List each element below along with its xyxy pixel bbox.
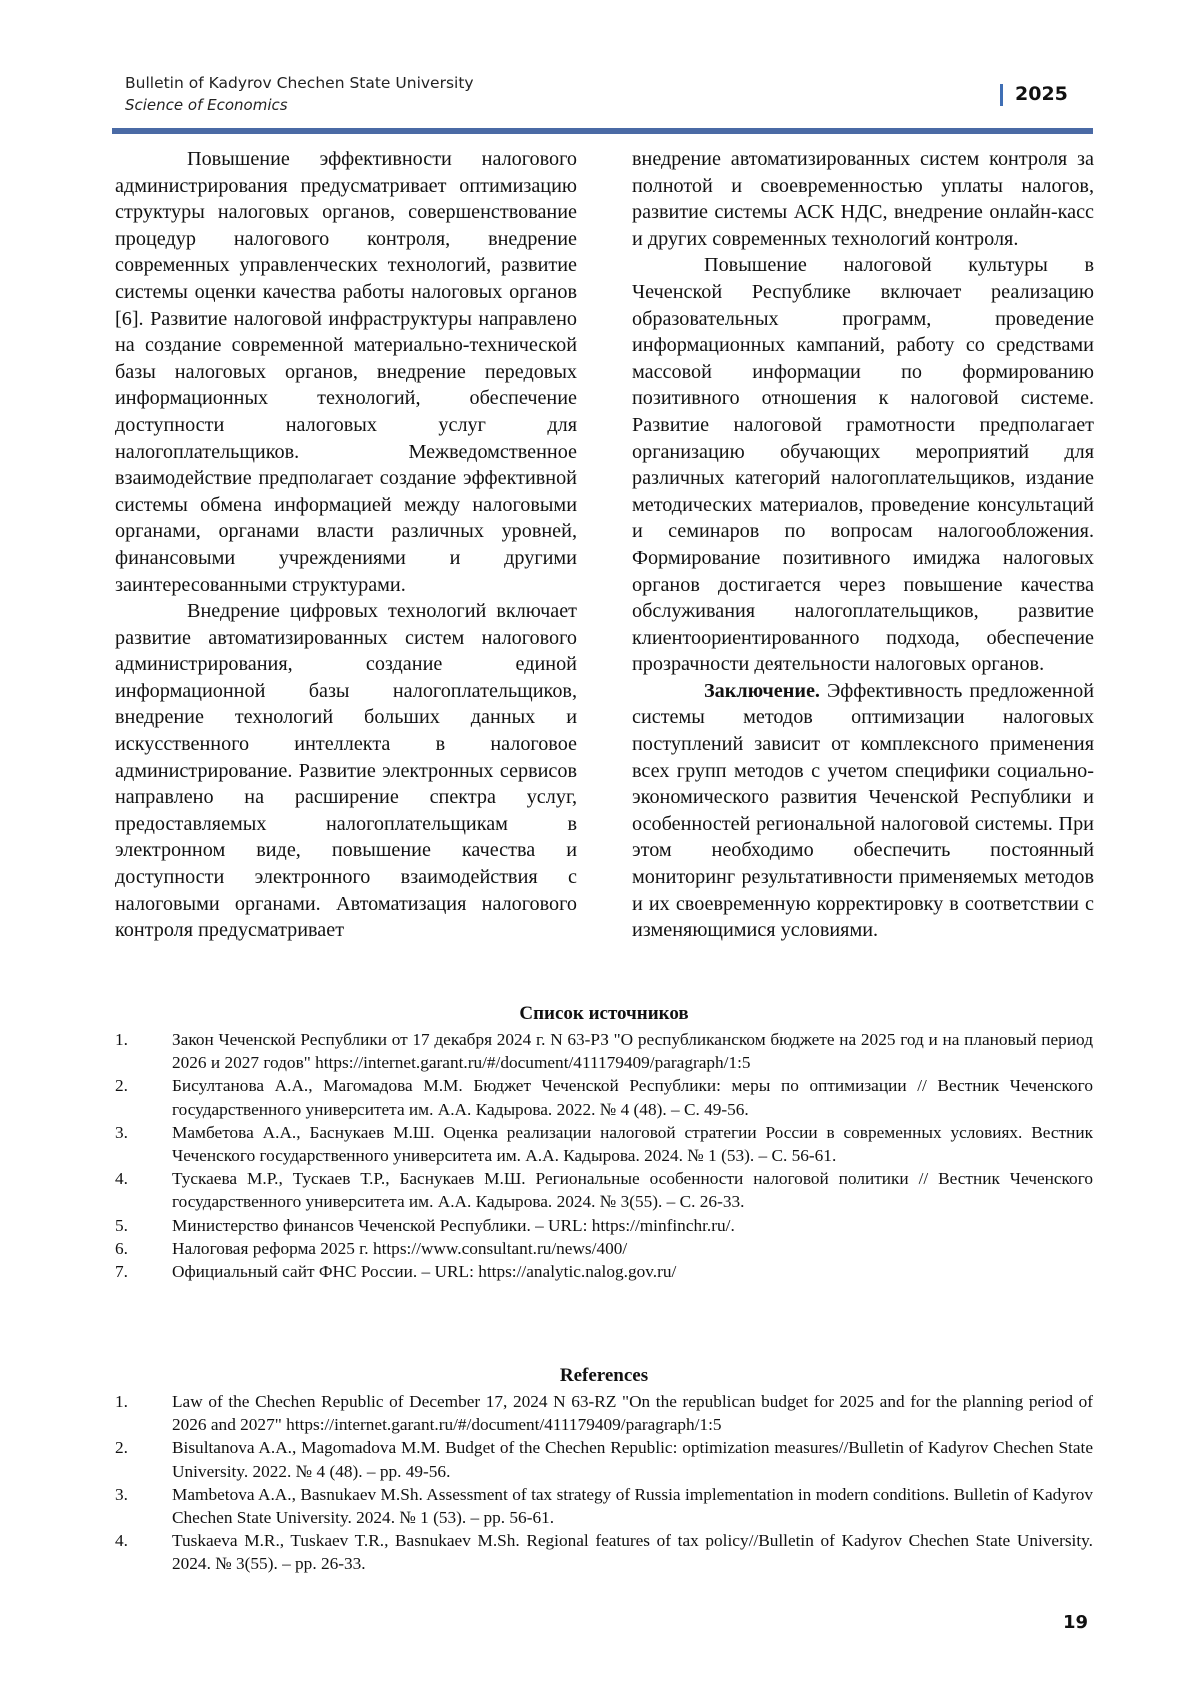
reference-item bbox=[115, 1390, 1093, 1436]
reference-item bbox=[115, 1483, 1093, 1529]
source-item bbox=[115, 1074, 1093, 1120]
reference-text: Mambetova A.A., Basnukaev M.Sh. Assessment of tax strategy of Russia implementation in modern conditions. Bulletin of Kadyrov Chechen State University. 2024. № 1 (53). – pp. 56-61. bbox=[172, 1484, 1093, 1528]
source-text: Мамбетова А.А., Баснукаев М.Ш. Оценка реализации налоговой стратегии России в современных условиях. Вестник Чеченского государственного университета им. А.А. Кадырова. 2024. № 1 (53). – С. 56-61. bbox=[172, 1122, 1093, 1166]
paragraph-continuation: внедрение автоматизированных систем контроля за полнотой и своевременностью уплаты налогов, развитие системы АСК НДС, внедрение онлайн-касс и других современных технологий контроля. bbox=[632, 148, 1094, 250]
conclusion-label: Заключение. bbox=[704, 679, 820, 702]
source-item bbox=[115, 1167, 1093, 1213]
source-text: Закон Чеченской Республики от 17 декабря 2024 г. N 63-РЗ "О республиканском бюджете на 2025 год и на плановый период 2026 и 2027 годов" https://internet.garant.ru/#/document/411179409/paragraph/1:5 bbox=[172, 1030, 1093, 1073]
source-text: Тускаева М.Р., Тускаев Т.Р., Баснукаев М.Ш. Региональные особенности налоговой политики // Вестник Чеченского государственного университета им. А.А. Кадырова. 2024. № 3(55). – С. 26-33. bbox=[172, 1169, 1093, 1212]
source-text: Министерство финансов Чеченской Республики. – URL: https://minfinchr.ru/. bbox=[172, 1215, 735, 1235]
reference-item bbox=[115, 1436, 1093, 1482]
paragraph: Повышение налоговой культуры в Чеченской Республике включает реализацию образовательных программ, проведение информационных кампаний, работу со средствами массовой информации по формированию позитивного отношения к налоговой системе. Развитие налоговой грамотности предполагает организацию обучающих мероприятий для различных категорий налогоплательщиков, издание методических материалов, проведение консультаций и семинаров по вопросам налогообложения. Формирование позитивного имиджа налоговых органов достигается через повышение качества обслуживания налогоплательщиков, развитие клиентоориентированного подхода, обеспечение прозрачности деятельности налоговых органов. bbox=[632, 254, 1094, 676]
source-item bbox=[115, 1121, 1093, 1167]
reference-text: Bisultanova A.A., Magomadova M.M. Budget of the Chechen Republic: optimization measures//Bulletin of Kadyrov Chechen State University. 2022. № 4 (48). – pp. 49-56. bbox=[172, 1438, 1093, 1481]
reference-number: 1. bbox=[115, 1392, 128, 1411]
conclusion-paragraph bbox=[632, 678, 1094, 944]
issue-year: 2025 bbox=[1015, 83, 1068, 105]
paragraph: Повышение эффективности налогового администрирования предусматривает оптимизацию структуры налоговых органов, совершенствование процедур налогового контроля, внедрение современных управленческих технологий, развитие системы оценки качества работы налоговых органов [6]. Развитие налоговой инфраструктуры направлено на создание современной материально-технической базы налоговых органов, внедрение передовых информационных технологий, обеспечение доступности налоговых услуг для налогоплательщиков. Межведомственное взаимодействие предполагает создание эффективной системы обмена информацией между налоговыми органами, органами власти различных уровней, финансовыми учреждениями и другими заинтересованными структурами. bbox=[115, 148, 577, 596]
references-section bbox=[115, 1364, 1093, 1576]
source-number: 4. bbox=[115, 1169, 128, 1189]
reference-item bbox=[115, 1529, 1093, 1575]
source-item bbox=[115, 1237, 1093, 1260]
journal-title: Bulletin of Kadyrov Chechen State University bbox=[125, 74, 474, 92]
reference-number: 2. bbox=[115, 1438, 128, 1458]
right-column bbox=[632, 146, 1094, 944]
source-number: 1. bbox=[115, 1030, 128, 1049]
source-text: Налоговая реформа 2025 г. https://www.consultant.ru/news/400/ bbox=[172, 1238, 628, 1258]
source-item bbox=[115, 1214, 1093, 1237]
sources-list bbox=[115, 1028, 1093, 1283]
source-item bbox=[115, 1260, 1093, 1283]
conclusion-text: Эффективность предложенной системы методов оптимизации налоговых поступлений зависит от комплексного применения всех групп методов с учетом специфики социально-экономического развития Чеченской Республики и особенностей региональной налоговой системы. При этом необходимо обеспечить постоянный мониторинг результативности применяемых методов и их своевременную корректировку в соответствии с изменяющимися условиями. bbox=[632, 679, 1094, 942]
journal-subtitle: Science of Economics bbox=[125, 96, 288, 114]
source-number: 7. bbox=[115, 1262, 128, 1282]
source-number: 6. bbox=[115, 1238, 128, 1258]
page-header bbox=[125, 72, 1093, 130]
source-number: 5. bbox=[115, 1215, 128, 1235]
reference-number: 4. bbox=[115, 1531, 128, 1551]
sources-section bbox=[115, 1002, 1093, 1283]
reference-number: 3. bbox=[115, 1484, 128, 1504]
source-number: 2. bbox=[115, 1076, 128, 1096]
page-number: 19 bbox=[1063, 1612, 1089, 1633]
paragraph: Внедрение цифровых технологий включает развитие автоматизированных систем налогового администрирования, создание единой информационной базы налогоплательщиков, внедрение технологий больших данных и искусственного интеллекта в налоговое администрирование. Развитие электронных сервисов направлено на расширение спектра услуг, предоставляемых налогоплательщикам в электронном виде, повышение качества и доступности электронного взаимодействия с налоговыми органами. Автоматизация налогового контроля предусматривает bbox=[115, 600, 577, 942]
source-text: Официальный сайт ФНС России. – URL: https://analytic.nalog.gov.ru/ bbox=[172, 1262, 677, 1282]
source-text: Бисултанова А.А., Магомадова М.М. Бюджет Чеченской Республики: меры по оптимизации // Вестник Чеченского государственного университета им. А.А. Кадырова. 2022. № 4 (48). – С. 49-56. bbox=[172, 1076, 1093, 1119]
reference-text: Law of the Chechen Republic of December 17, 2024 N 63-RZ "On the republican budget for 2025 and for the planning period of 2026 and 2027" https://internet.garant.ru/#/document/411179409/paragraph/1:5 bbox=[172, 1392, 1093, 1435]
references-title: References bbox=[559, 1365, 649, 1386]
sources-title: Список источников bbox=[519, 1003, 689, 1024]
header-rule bbox=[112, 128, 1093, 134]
source-item bbox=[115, 1028, 1093, 1074]
year-divider bbox=[1000, 84, 1003, 106]
source-number: 3. bbox=[115, 1122, 128, 1142]
reference-text: Tuskaeva M.R., Tuskaev T.R., Basnukaev M.Sh. Regional features of tax policy//Bulletin of Kadyrov Chechen State University. 2024. № 3(55). – pp. 26-33. bbox=[172, 1531, 1093, 1574]
references-list bbox=[115, 1390, 1093, 1576]
left-column bbox=[115, 146, 577, 944]
